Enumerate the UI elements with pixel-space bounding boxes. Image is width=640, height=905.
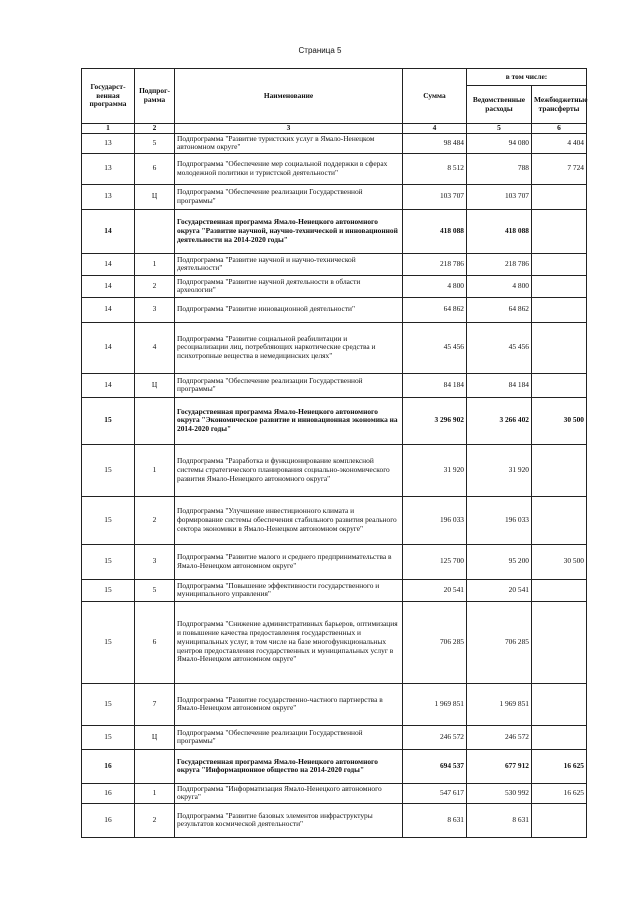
name-cell: Подпрограмма "Развитие малого и среднего предпринимательства в Ямало-Ненецком автономном округе" <box>175 544 403 579</box>
gov-program-cell: 14 <box>82 373 135 397</box>
name-cell: Подпрограмма "Развитие базовых элементов инфраструктуры результатов космической деятельности" <box>175 803 403 837</box>
name-cell: Подпрограмма "Развитие государственно-частного партнерства в Ямало-Ненецком автономном округе" <box>175 683 403 725</box>
program-row <box>82 749 587 783</box>
transfers-cell <box>532 297 587 322</box>
departmental-cell: 788 <box>467 153 532 184</box>
sum-cell: 246 572 <box>403 725 467 749</box>
column-number: 2 <box>135 124 175 134</box>
gov-program-cell: 15 <box>82 683 135 725</box>
departmental-cell: 103 707 <box>467 184 532 209</box>
departmental-cell: 8 631 <box>467 803 532 837</box>
subprogram-row <box>82 275 587 297</box>
sum-cell: 1 969 851 <box>403 683 467 725</box>
gov-program-cell: 14 <box>82 322 135 373</box>
name-cell: Подпрограмма "Обеспечение реализации Государственной программы" <box>175 725 403 749</box>
program-row <box>82 209 587 253</box>
departmental-cell: 31 920 <box>467 444 532 496</box>
subprogram-cell: 7 <box>135 683 175 725</box>
subprogram-row <box>82 601 587 683</box>
subprogram-cell: 3 <box>135 544 175 579</box>
gov-program-cell: 13 <box>82 133 135 153</box>
gov-program-cell: 14 <box>82 253 135 275</box>
subprogram-row <box>82 683 587 725</box>
subprogram-row <box>82 253 587 275</box>
subprogram-row <box>82 725 587 749</box>
departmental-cell: 218 786 <box>467 253 532 275</box>
gov-program-cell: 14 <box>82 209 135 253</box>
transfers-cell <box>532 803 587 837</box>
header-including: в том числе: <box>467 69 587 86</box>
header-subprogram: Подпрог-рамма <box>135 69 175 124</box>
subprogram-cell: 6 <box>135 153 175 184</box>
name-cell: Подпрограмма "Информатизация Ямало-Ненецкого автономного округа" <box>175 783 403 803</box>
transfers-cell <box>532 373 587 397</box>
header-transfers: Межбюджетные трансферты <box>532 86 587 124</box>
departmental-cell: 94 080 <box>467 133 532 153</box>
subprogram-cell: 2 <box>135 496 175 544</box>
subprogram-row <box>82 544 587 579</box>
subprogram-cell: Ц <box>135 373 175 397</box>
departmental-cell: 196 033 <box>467 496 532 544</box>
column-number: 6 <box>532 124 587 134</box>
column-number: 1 <box>82 124 135 134</box>
name-cell: Подпрограмма "Повышение эффективности государственного и муниципального управления" <box>175 579 403 601</box>
departmental-cell: 20 541 <box>467 579 532 601</box>
gov-program-cell: 16 <box>82 783 135 803</box>
header-gov-program: Государст-венная программа <box>82 69 135 124</box>
sum-cell: 547 617 <box>403 783 467 803</box>
name-cell: Подпрограмма "Развитие инновационной деятельности" <box>175 297 403 322</box>
subprogram-cell: Ц <box>135 725 175 749</box>
column-number: 5 <box>467 124 532 134</box>
subprogram-row <box>82 803 587 837</box>
name-cell: Государственная программа Ямало-Ненецкого автономного округа "Развитие научной, научно-технической и инновационной деятельности на 2014-2020 годы" <box>175 209 403 253</box>
program-row <box>82 397 587 444</box>
departmental-cell: 418 088 <box>467 209 532 253</box>
column-number: 4 <box>403 124 467 134</box>
gov-program-cell: 15 <box>82 601 135 683</box>
sum-cell: 103 707 <box>403 184 467 209</box>
transfers-cell <box>532 184 587 209</box>
name-cell: Государственная программа Ямало-Ненецкого автономного округа "Экономическое развитие и инновационная экономика на 2014-2020 годы" <box>175 397 403 444</box>
subprogram-row <box>82 579 587 601</box>
transfers-cell: 7 724 <box>532 153 587 184</box>
subprogram-cell: 3 <box>135 297 175 322</box>
column-number: 3 <box>175 124 403 134</box>
transfers-cell <box>532 683 587 725</box>
subprogram-cell: 1 <box>135 444 175 496</box>
subprogram-cell: 1 <box>135 783 175 803</box>
departmental-cell: 64 862 <box>467 297 532 322</box>
table-body <box>82 133 587 837</box>
gov-program-cell: 15 <box>82 444 135 496</box>
gov-program-cell: 15 <box>82 496 135 544</box>
subprogram-cell: 5 <box>135 133 175 153</box>
subprogram-row <box>82 783 587 803</box>
sum-cell: 64 862 <box>403 297 467 322</box>
sum-cell: 8 631 <box>403 803 467 837</box>
subprogram-row <box>82 133 587 153</box>
sum-cell: 31 920 <box>403 444 467 496</box>
departmental-cell: 3 266 402 <box>467 397 532 444</box>
subprogram-cell: 2 <box>135 803 175 837</box>
subprogram-row <box>82 444 587 496</box>
departmental-cell: 45 456 <box>467 322 532 373</box>
transfers-cell <box>532 209 587 253</box>
name-cell: Подпрограмма "Развитие туристских услуг в Ямало-Ненецком автономном округе" <box>175 133 403 153</box>
gov-program-cell: 15 <box>82 397 135 444</box>
subprogram-cell <box>135 397 175 444</box>
departmental-cell: 84 184 <box>467 373 532 397</box>
subprogram-cell <box>135 209 175 253</box>
transfers-cell <box>532 725 587 749</box>
subprogram-cell: 5 <box>135 579 175 601</box>
name-cell: Подпрограмма "Развитие социальной реабилитации и ресоциализации лиц, потребляющих наркотические средства и психотропные вещества в немедицинских целях" <box>175 322 403 373</box>
gov-program-cell: 13 <box>82 184 135 209</box>
transfers-cell <box>532 322 587 373</box>
subprogram-row <box>82 153 587 184</box>
name-cell: Подпрограмма "Обеспечение мер социальной поддержки в сферах молодежной политики и туристской деятельности" <box>175 153 403 184</box>
transfers-cell: 16 625 <box>532 783 587 803</box>
subprogram-row <box>82 496 587 544</box>
table-header <box>82 69 587 134</box>
header-sum: Сумма <box>403 69 467 124</box>
name-cell: Подпрограмма "Улучшение инвестиционного климата и формирование системы обеспечения стабильного развития реального сектора экономики в Ямало-Ненецком автономном округе" <box>175 496 403 544</box>
name-cell: Подпрограмма "Разработка и функционирование комплексной системы стратегического планирования социально-экономического развития Ямало-Ненецкого автономного округа" <box>175 444 403 496</box>
column-number-row <box>82 124 587 134</box>
transfers-cell <box>532 496 587 544</box>
transfers-cell: 30 500 <box>532 544 587 579</box>
sum-cell: 98 484 <box>403 133 467 153</box>
subprogram-row <box>82 322 587 373</box>
transfers-cell <box>532 275 587 297</box>
transfers-cell <box>532 444 587 496</box>
subprogram-cell: 6 <box>135 601 175 683</box>
header-name: Наименование <box>175 69 403 124</box>
name-cell: Подпрограмма "Развитие научной деятельности в области археологии" <box>175 275 403 297</box>
name-cell: Подпрограмма "Снижение административных барьеров, оптимизация и повышение качества предоставления государственных и муниципальных услуг, в том числе на базе многофункциональных центров предоставления государственных и муниципальных услуг в Ямало-Ненецком автономном округе" <box>175 601 403 683</box>
name-cell: Подпрограмма "Развитие научной и научно-технической деятельности" <box>175 253 403 275</box>
departmental-cell: 1 969 851 <box>467 683 532 725</box>
name-cell: Подпрограмма "Обеспечение реализации Государственной программы" <box>175 373 403 397</box>
sum-cell: 694 537 <box>403 749 467 783</box>
sum-cell: 196 033 <box>403 496 467 544</box>
sum-cell: 125 700 <box>403 544 467 579</box>
transfers-cell: 4 404 <box>532 133 587 153</box>
gov-program-cell: 15 <box>82 544 135 579</box>
name-cell: Подпрограмма "Обеспечение реализации Государственной программы" <box>175 184 403 209</box>
subprogram-cell: 4 <box>135 322 175 373</box>
subprogram-cell <box>135 749 175 783</box>
departmental-cell: 246 572 <box>467 725 532 749</box>
sum-cell: 4 800 <box>403 275 467 297</box>
transfers-cell <box>532 253 587 275</box>
subprogram-cell: Ц <box>135 184 175 209</box>
departmental-cell: 706 285 <box>467 601 532 683</box>
transfers-cell <box>532 579 587 601</box>
page-label: Страница 5 <box>298 46 342 55</box>
gov-program-cell: 16 <box>82 803 135 837</box>
departmental-cell: 677 912 <box>467 749 532 783</box>
subprogram-row <box>82 297 587 322</box>
gov-program-cell: 16 <box>82 749 135 783</box>
subprogram-cell: 2 <box>135 275 175 297</box>
sum-cell: 45 456 <box>403 322 467 373</box>
gov-program-cell: 15 <box>82 579 135 601</box>
gov-program-cell: 14 <box>82 275 135 297</box>
sum-cell: 84 184 <box>403 373 467 397</box>
departmental-cell: 95 200 <box>467 544 532 579</box>
sum-cell: 706 285 <box>403 601 467 683</box>
subprogram-row <box>82 373 587 397</box>
header-departmental: Ведомственные расходы <box>467 86 532 124</box>
departmental-cell: 4 800 <box>467 275 532 297</box>
gov-program-cell: 13 <box>82 153 135 184</box>
gov-program-cell: 15 <box>82 725 135 749</box>
name-cell: Государственная программа Ямало-Ненецкого автономного округа "Информационное общество на 2014-2020 годы" <box>175 749 403 783</box>
transfers-cell: 16 625 <box>532 749 587 783</box>
subprogram-cell: 1 <box>135 253 175 275</box>
budget-table <box>81 68 587 838</box>
transfers-cell: 30 500 <box>532 397 587 444</box>
sum-cell: 8 512 <box>403 153 467 184</box>
transfers-cell <box>532 601 587 683</box>
sum-cell: 20 541 <box>403 579 467 601</box>
sum-cell: 218 786 <box>403 253 467 275</box>
sum-cell: 3 296 902 <box>403 397 467 444</box>
gov-program-cell: 14 <box>82 297 135 322</box>
departmental-cell: 530 992 <box>467 783 532 803</box>
sum-cell: 418 088 <box>403 209 467 253</box>
subprogram-row <box>82 184 587 209</box>
